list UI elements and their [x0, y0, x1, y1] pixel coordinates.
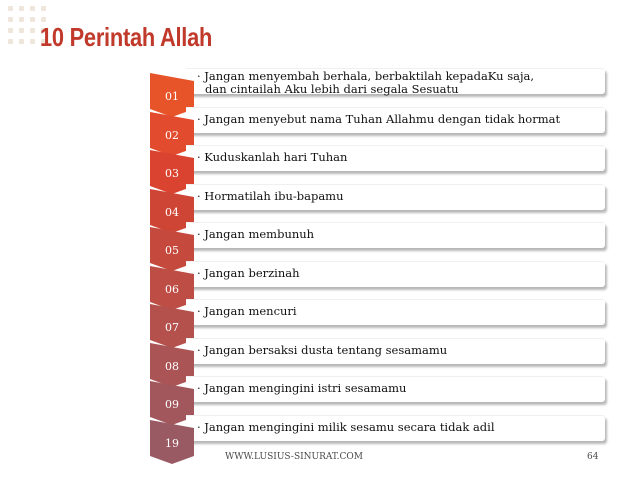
commandment-text	[197, 382, 406, 395]
badge-number: 09	[165, 398, 179, 411]
badge-number: 19	[165, 436, 179, 450]
badge-number: 08	[165, 359, 179, 373]
badge-number: 05	[165, 244, 179, 257]
commandment-line: dan cintailah Aku lebih dari segala Sesuatu	[205, 82, 459, 96]
badge-number: 06	[165, 282, 179, 296]
badge-number: 02	[165, 128, 179, 142]
commandment-line: · Hormatilah ibu-bapamu	[197, 188, 344, 203]
commandment-text	[197, 305, 297, 318]
commandment-text	[197, 113, 560, 126]
badge-number: 07	[165, 321, 179, 334]
badge-number: 01	[165, 90, 179, 103]
commandment-text	[197, 344, 447, 357]
commandment-row	[150, 415, 605, 461]
number-badge	[150, 420, 194, 464]
page-number: 64	[587, 452, 599, 462]
commandment-line: · Jangan bersaksi dusta tentang sesamamu	[197, 342, 448, 357]
commandment-text	[197, 267, 300, 280]
commandment-text	[197, 421, 495, 434]
commandment-text	[197, 151, 347, 164]
badge-number: 03	[165, 167, 179, 180]
commandment-text	[197, 70, 534, 96]
footer-url: WWW.LUSIUS-SINURAT.COM	[225, 452, 363, 462]
commandment-line: · Kuduskanlah hari Tuhan	[197, 150, 348, 164]
badge-number: 04	[165, 205, 179, 219]
commandment-line: · Jangan menyebut nama Tuhan Allahmu dengan tidak hormat	[197, 111, 561, 126]
commandment-line: · Jangan berzinah	[197, 265, 300, 280]
commandment-line: · Jangan mencuri	[197, 304, 297, 318]
page-title: 10 Perintah Allah	[40, 22, 213, 52]
commandment-line: · Jangan mengingini milik sesamu secara tidak adil	[197, 419, 495, 434]
commandment-line: · Jangan menyembah berhala, berbaktilah kepadaKu saja,	[197, 69, 535, 83]
commandment-line: · Jangan mengingini istri sesamamu	[197, 381, 407, 395]
commandment-text	[197, 228, 314, 241]
commandment-text	[197, 190, 344, 203]
commandment-line: · Jangan membunuh	[197, 227, 315, 241]
